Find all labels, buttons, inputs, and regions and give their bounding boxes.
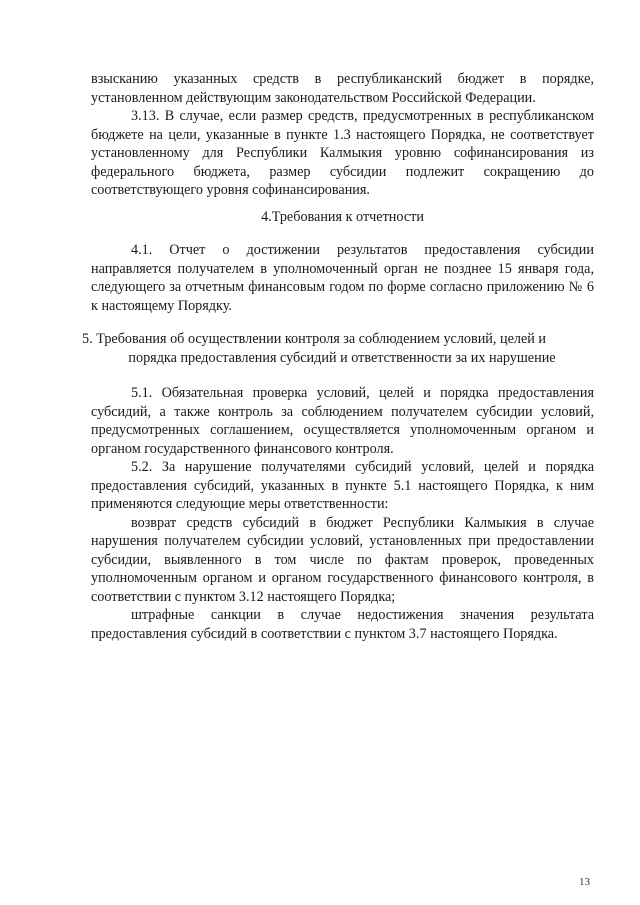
section-3-end [91, 70, 594, 200]
paragraph-penalty: штрафные санкции в случае недостижения значения результата предоставления субсидий в соответствии с пунктом 3.7 настоящего Порядка. [91, 607, 594, 642]
section-5-body [91, 384, 594, 643]
paragraph-refund: возврат средств субсидий в бюджет Республики Калмыкия в случае нарушения получателем субсидии условий, установленных при предоставлении субсидии, выявленного в том числе по фактам проверок, проведенных уполномоченным органом и органом государственного финансового контроля, в соответствии с пунктом 3.12 настоящего Порядка; [91, 514, 594, 605]
section-4-body [91, 241, 594, 315]
paragraph-4-1: 4.1. Отчет о достижении результатов предоставления субсидии направляется получателем в уполномоченный орган не позднее 15 января года, следующего за отчетным финансовым годом по форме согласно приложению № 6 к настоящему Порядку. [91, 242, 594, 314]
section-5-heading [82, 330, 602, 367]
paragraph-continuation: взысканию указанных средств в республиканский бюджет в порядке, установленном действующим законодательством Российской Федерации. [91, 71, 594, 106]
paragraph-3-13: 3.13. В случае, если размер средств, предусмотренных в республиканском бюджете на цели, указанные в пункте 1.3 настоящего Порядка, не соответствует установленному для Республики Калмыкия уровню софинансирования из федерального бюджета, размер субсидии подлежит сокращению до соответствующего уровня софинансирования. [91, 108, 594, 198]
section-5-heading-line-2: порядка предоставления субсидий и ответственности за их нарушение [128, 349, 556, 366]
section-4-heading: 4.Требования к отчетности [261, 209, 424, 225]
page-number: 13 [579, 876, 590, 888]
paragraph-5-2: 5.2. За нарушение получателями субсидий условий, целей и порядка предоставления субсидий, указанных в пункте 5.1 настоящего Порядка, к ним применяются следующие меры ответственности: [91, 459, 594, 512]
paragraph-5-1: 5.1. Обязательная проверка условий, целей и порядка предоставления субсидий, а также контроль за соблюдением получателем субсидии условий, предусмотренных соглашением, осуществляется уполномоченным органом и органом государственного финансового контроля. [91, 385, 594, 457]
section-5-heading-line-1: 5. Требования об осуществлении контроля за соблюдением условий, целей и [82, 331, 546, 347]
